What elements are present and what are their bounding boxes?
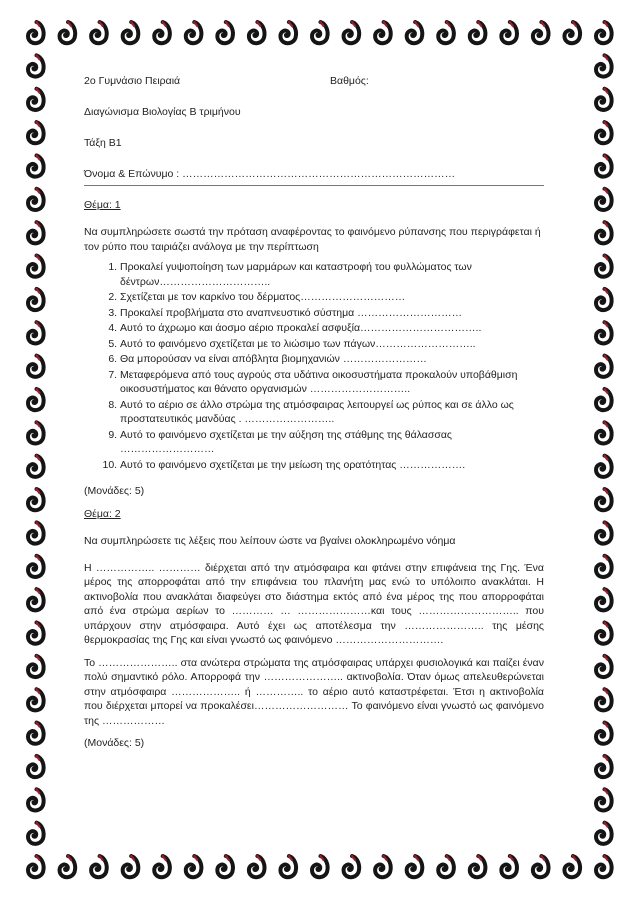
spiral-ornament <box>28 22 44 43</box>
spiral-ornament <box>28 856 44 877</box>
spiral-ornament <box>596 456 612 477</box>
spiral-ornament <box>28 556 44 577</box>
spiral-ornament <box>28 789 44 810</box>
spiral-ornament <box>154 856 170 877</box>
spiral-ornament <box>533 22 549 43</box>
spiral-ornament <box>28 489 44 510</box>
topic-2-paragraph-1: Η …………….. ………… διέρχεται από την ατμόσφαιρα και φτάνει στην επιφάνεια της Γης. Ένα μέρος της απορροφάται από την επιφάνεια του πλανήτη μας ενώ το υπόλοιπο ανακλάται. Η ακτινοβολία που ανακλάται διαφεύγει στο διάστημα εκτός από ένα μέρος της που απορροφάται από ένα στρώμα αερίων το ………… … …………………και τους ……………………….. που υπάρχουν στην ατμόσφαιρα. Αυτό έχει ως αποτέλεσμα την ………………….. της μέσης θερμοκρασίας της Γης και είναι γνωστό ως φαινόμενο …………………………. <box>84 561 544 646</box>
spiral-ornament <box>28 322 44 343</box>
list-item: 10. Αυτό το φαινόμενο σχετίζεται με την μείωση της ορατότητας ………………. <box>120 458 544 473</box>
spiral-ornament <box>596 55 612 76</box>
list-item: 3. Προκαλεί προβλήματα στο αναπνευστικό σύστημα ………………………… <box>120 306 544 321</box>
spiral-ornament <box>596 723 612 744</box>
spiral-ornament <box>470 856 486 877</box>
spiral-ornament <box>596 22 612 43</box>
spiral-ornament <box>217 22 233 43</box>
spiral-ornament <box>596 789 612 810</box>
spiral-ornament <box>280 22 296 43</box>
list-item: 7. Μεταφερόμενα από τους αγρούς στα υδάτινα οικοσυστήματα προκαλούν υποβάθμιση οικοσυστήματος και θάνατο οργανισμών ……………………….. <box>120 368 544 397</box>
spiral-ornament <box>596 189 612 210</box>
spiral-ornament <box>596 823 612 844</box>
spiral-ornament <box>564 22 580 43</box>
header-row <box>84 74 544 89</box>
spiral-ornament <box>596 289 612 310</box>
spiral-ornament <box>28 55 44 76</box>
spiral-ornament <box>564 856 580 877</box>
spiral-ornament <box>28 622 44 643</box>
grade-label: Βαθμός: <box>330 75 369 87</box>
spiral-ornament <box>596 689 612 710</box>
spiral-ornament <box>470 22 486 43</box>
spiral-ornament <box>28 723 44 744</box>
spiral-ornament <box>438 22 454 43</box>
spiral-ornament <box>375 22 391 43</box>
spiral-ornament <box>596 622 612 643</box>
spiral-ornament <box>249 856 265 877</box>
spiral-ornament <box>28 422 44 443</box>
spiral-ornament <box>91 856 107 877</box>
spiral-ornament <box>123 22 139 43</box>
spiral-ornament <box>28 222 44 243</box>
topic-1-heading: Θέμα: 1 <box>84 199 121 211</box>
spiral-ornament <box>28 356 44 377</box>
spiral-ornament <box>407 856 423 877</box>
spiral-ornament <box>60 856 76 877</box>
exam-sheet <box>84 74 544 751</box>
spiral-ornament <box>28 456 44 477</box>
topic-1-item-list <box>84 260 544 472</box>
spiral-ornament <box>28 389 44 410</box>
spiral-ornament <box>60 22 76 43</box>
spiral-ornament <box>312 22 328 43</box>
spiral-ornament <box>28 656 44 677</box>
spiral-ornament <box>596 322 612 343</box>
spiral-ornament <box>91 22 107 43</box>
spiral-ornament <box>596 589 612 610</box>
spiral-ornament <box>28 89 44 110</box>
spiral-ornament <box>28 289 44 310</box>
topic-1-points: (Μονάδες: 5) <box>84 485 145 497</box>
spiral-ornament <box>596 422 612 443</box>
topic-2-instructions: Να συμπληρώσετε τις λέξεις που λείπουν ώστε να βγαίνει ολοκληρωμένο νόημα <box>84 535 456 547</box>
spiral-ornament <box>217 856 233 877</box>
spiral-ornament <box>596 656 612 677</box>
list-item: 1. Προκαλεί γυψοποίηση των μαρμάρων και καταστροφή του φυλλώματος των δέντρων………………………….. <box>120 260 544 289</box>
spiral-ornament <box>596 155 612 176</box>
spiral-ornament <box>596 356 612 377</box>
topic-2-points: (Μονάδες: 5) <box>84 737 145 749</box>
spiral-ornament <box>123 856 139 877</box>
list-item: 4. Αυτό το άχρωμο και άοσμο αέριο προκαλεί ασφυξία…………………………….. <box>120 321 544 336</box>
spiral-ornament <box>596 222 612 243</box>
spiral-ornament <box>28 689 44 710</box>
list-item: 5. Αυτό το φαινόμενο σχετίζεται με το λιώσιμο των πάγων……………………….. <box>120 337 544 352</box>
spiral-ornament <box>249 22 265 43</box>
spiral-ornament <box>28 189 44 210</box>
spiral-ornament <box>501 856 517 877</box>
spiral-ornament <box>28 589 44 610</box>
spiral-ornament <box>28 522 44 543</box>
list-item: 8. Αυτό το αέριο σε άλλο στρώμα της ατμόσφαιρας λειτουργεί ως ρύπος και σε άλλο ως προστατευτικός μανδύας . …………………….. <box>120 398 544 427</box>
list-item: 6. Θα μπορούσαν να είναι απόβλητα βιομηχανιών …………………… <box>120 352 544 367</box>
topic-1-instructions: Να συμπληρώσετε σωστά την πρόταση αναφέροντας το φαινόμενο ρύπανσης που περιγράφεται ή τον ρύπο που ταιριάζει ανάλογα με την περίπτωση <box>84 226 541 253</box>
spiral-ornament <box>596 489 612 510</box>
spiral-ornament <box>344 856 360 877</box>
spiral-ornament <box>28 122 44 143</box>
spiral-ornament <box>28 823 44 844</box>
spiral-ornament <box>344 22 360 43</box>
spiral-ornament <box>533 856 549 877</box>
spiral-ornament <box>596 522 612 543</box>
spiral-ornament <box>312 856 328 877</box>
list-item: 2. Σχετίζεται με τον καρκίνο του δέρματος………………………… <box>120 290 544 305</box>
spiral-ornament <box>280 856 296 877</box>
exam-title: Διαγώνισμα Βιολογίας Β τριμήνου <box>84 106 241 118</box>
class-label: Τάξη Β1 <box>84 137 122 149</box>
spiral-ornament <box>28 256 44 277</box>
spiral-ornament <box>407 22 423 43</box>
spiral-ornament <box>186 856 202 877</box>
spiral-ornament <box>28 756 44 777</box>
spiral-ornament <box>596 122 612 143</box>
topic-2-heading: Θέμα: 2 <box>84 508 121 520</box>
topic-2-paragraph-2: Το ………………….. στα ανώτερα στρώματα της ατμόσφαιρας υπάρχει φυσιολογικά και παίζει έναν πολύ σημαντικό ρόλο. Απορροφά την ………………….. ακτινοβολία. Όταν όμως απελευθερώνεται στην ατμόσφαιρα ……………….. ή ………….. το αέριο αυτό καταστρέφεται. Έτσι η ακτινοβολία που διέρχεται μπορεί να προκαλέσει……………………… Το φαινόμενο είναι γνωστό ως φαινόμενο της ……………… <box>84 656 544 727</box>
spiral-ornament <box>154 22 170 43</box>
spiral-ornament <box>596 756 612 777</box>
spiral-ornament <box>596 556 612 577</box>
list-item: 9. Αυτό το φαινόμενο σχετίζεται με την αύξηση της στάθμης της θάλασσας ……………………… <box>120 428 544 457</box>
name-field-line: Όνομα & Επώνυμο : …………………………………………………………………… <box>84 167 544 186</box>
spiral-ornament <box>28 155 44 176</box>
spiral-ornament <box>501 22 517 43</box>
spiral-ornament <box>596 389 612 410</box>
spiral-ornament <box>596 856 612 877</box>
spiral-ornament <box>375 856 391 877</box>
spiral-ornament <box>438 856 454 877</box>
spiral-ornament <box>596 89 612 110</box>
spiral-ornament <box>186 22 202 43</box>
school-name: 2ο Γυμνάσιο Πειραιά <box>84 75 181 87</box>
spiral-ornament <box>596 256 612 277</box>
